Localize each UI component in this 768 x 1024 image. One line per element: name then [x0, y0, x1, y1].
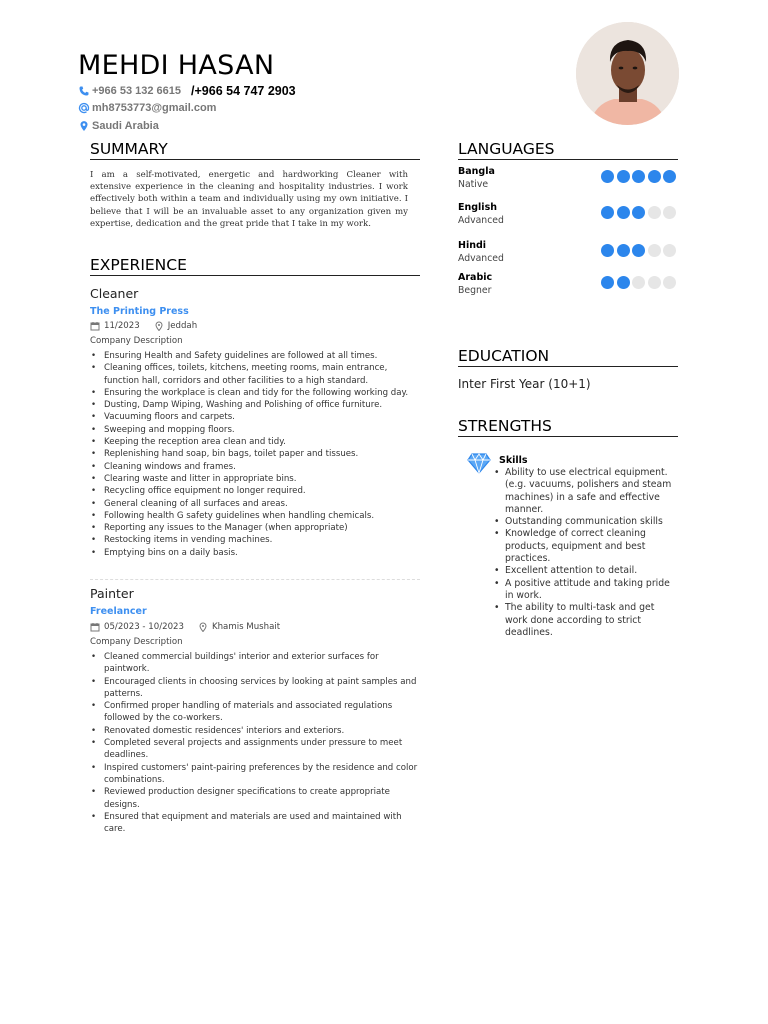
rating-dots	[599, 170, 677, 183]
rating-dots	[599, 206, 677, 219]
education-heading: EDUCATION	[458, 347, 678, 367]
language-name: Arabic	[458, 272, 493, 283]
rating-dot-empty	[648, 244, 661, 257]
rating-dot-filled	[632, 206, 645, 219]
language-level: Advanced	[458, 253, 504, 264]
list-item: • Keeping the reception area clean and tidy.	[90, 436, 420, 448]
list-item: • Knowledge of correct cleaning products, equipment and best practices.	[494, 528, 676, 565]
rating-dot-filled	[617, 244, 630, 257]
skills-heading: Skills	[499, 455, 528, 466]
map-pin-icon	[78, 120, 90, 132]
list-item: • Encouraged clients in choosing services by looking at paint samples and patterns.	[90, 676, 420, 701]
rating-dot-filled	[601, 206, 614, 219]
job-title: Cleaner	[90, 286, 139, 301]
at-icon	[78, 102, 90, 114]
rating-dot-filled	[617, 170, 630, 183]
rating-dot-filled	[632, 244, 645, 257]
list-item: • Ensuring Health and Safety guidelines are followed at all times.	[90, 350, 420, 362]
list-item: • Ensured that equipment and materials are used and maintained with care.	[90, 811, 420, 836]
list-item: • Emptying bins on a daily basis.	[90, 547, 420, 559]
language-name: Hindi	[458, 240, 487, 251]
company-name: The Printing Press	[90, 306, 189, 317]
rating-dot-empty	[663, 244, 676, 257]
candidate-name: MEHDI HASAN	[78, 50, 275, 81]
language-item	[458, 240, 680, 266]
list-item: • The ability to multi-task and get work done according to strict deadlines.	[494, 602, 676, 639]
job-title: Painter	[90, 586, 134, 601]
language-name: English	[458, 202, 497, 213]
list-item: • Restocking items in vending machines.	[90, 534, 420, 546]
list-item: • Sweeping and mopping floors.	[90, 424, 420, 436]
summary-text: I am a self-motivated, energetic and hardworking Cleaner with extensive experience in the cleaning and hospitality industries. I work effectively both within a team and individually using my own initiative. I believe that I will be an invaluable asset to any organization given my expertise, dedication and the great pride that I take in my work.	[90, 170, 408, 229]
job-duties-list	[90, 651, 420, 835]
map-pin-icon	[198, 622, 208, 632]
languages-heading: LANGUAGES	[458, 140, 678, 160]
company-description: Company Description	[90, 336, 183, 346]
list-item: • General cleaning of all surfaces and areas.	[90, 498, 420, 510]
list-item: • Cleaning windows and frames.	[90, 461, 420, 473]
email-address[interactable]: mh8753773@gmail.com	[92, 102, 217, 114]
rating-dot-empty	[663, 276, 676, 289]
rating-dot-empty	[648, 206, 661, 219]
location-text: Saudi Arabia	[92, 120, 159, 132]
location-line	[78, 120, 159, 132]
language-item	[458, 202, 680, 228]
rating-dot-empty	[663, 206, 676, 219]
job-meta	[90, 321, 197, 331]
list-item: • Following health G safety guidelines when handling chemicals.	[90, 510, 420, 522]
rating-dot-filled	[663, 170, 676, 183]
list-item: • Cleaning offices, toilets, kitchens, meeting rooms, main entrance, function hall, corridors and other facilities to a high standard.	[90, 362, 420, 387]
rating-dot-empty	[648, 276, 661, 289]
rating-dot-filled	[617, 206, 630, 219]
profile-photo	[576, 22, 679, 125]
company-description: Company Description	[90, 637, 183, 647]
rating-dot-filled	[648, 170, 661, 183]
list-item: • Excellent attention to detail.	[494, 565, 676, 577]
rating-dots	[599, 276, 677, 289]
job-duties-list	[90, 350, 420, 559]
list-item: • Outstanding communication skills	[494, 516, 676, 528]
job-divider	[90, 579, 420, 580]
calendar-icon	[90, 321, 100, 331]
list-item: • Reporting any issues to the Manager (when appropriate)	[90, 522, 420, 534]
list-item: • Vacuuming floors and carpets.	[90, 411, 420, 423]
summary-heading: SUMMARY	[90, 140, 420, 160]
job-location: Jeddah	[167, 321, 198, 331]
education-degree: Inter First Year (10+1)	[458, 377, 591, 391]
phone-number[interactable]: +966 53 132 6615	[92, 85, 182, 97]
list-item: • A positive attitude and taking pride in work.	[494, 578, 676, 603]
list-item: • Completed several projects and assignments under pressure to meet deadlines.	[90, 737, 420, 762]
language-item	[458, 272, 680, 298]
strengths-heading: STRENGTHS	[458, 417, 678, 437]
email-line	[78, 102, 216, 114]
language-level: Begner	[458, 285, 492, 296]
list-item: • Inspired customers' paint-pairing preferences by the residence and color combinations.	[90, 762, 420, 787]
language-level: Advanced	[458, 215, 504, 226]
map-pin-icon	[154, 321, 164, 331]
job-date: 05/2023 - 10/2023	[104, 622, 184, 632]
language-level: Native	[458, 179, 489, 190]
list-item: • Cleaned commercial buildings' interior and exterior surfaces for paintwork.	[90, 651, 420, 676]
list-item: • Recycling office equipment no longer required.	[90, 485, 420, 497]
list-item: • Confirmed proper handling of materials and associated regulations followed by the co-workers.	[90, 700, 420, 725]
rating-dot-filled	[601, 276, 614, 289]
phone-number-alt[interactable]: /+966 54 747 2903	[191, 84, 296, 98]
skills-list	[494, 467, 676, 639]
experience-heading: EXPERIENCE	[90, 256, 420, 276]
list-item: • Dusting, Damp Wiping, Washing and Polishing of office furniture.	[90, 399, 420, 411]
list-item: • Renovated domestic residences' interiors and exteriors.	[90, 725, 420, 737]
rating-dot-filled	[632, 170, 645, 183]
rating-dot-filled	[617, 276, 630, 289]
job-date: 11/2023	[104, 321, 140, 331]
job-location: Khamis Mushait	[211, 622, 281, 632]
rating-dots	[599, 244, 677, 257]
list-item: • Replenishing hand soap, bin bags, toilet paper and tissues.	[90, 448, 420, 460]
phone-line	[78, 84, 296, 98]
rating-dot-filled	[601, 170, 614, 183]
list-item: • Ensuring the workplace is clean and tidy for the following working day.	[90, 387, 420, 399]
diamond-icon	[467, 452, 491, 474]
language-item	[458, 166, 680, 192]
list-item: • Clearing waste and litter in appropriate bins.	[90, 473, 420, 485]
rating-dot-empty	[632, 276, 645, 289]
rating-dot-filled	[601, 244, 614, 257]
language-name: Bangla	[458, 166, 495, 177]
list-item: • Ability to use electrical equipment. (e.g. vacuums, polishers and steam machines) in a safe and effective manner.	[494, 467, 676, 516]
list-item: • Reviewed production designer specifications to create appropriate designs.	[90, 786, 420, 811]
calendar-icon	[90, 622, 100, 632]
company-name: Freelancer	[90, 606, 147, 617]
phone-icon	[78, 85, 90, 97]
job-meta	[90, 622, 280, 632]
